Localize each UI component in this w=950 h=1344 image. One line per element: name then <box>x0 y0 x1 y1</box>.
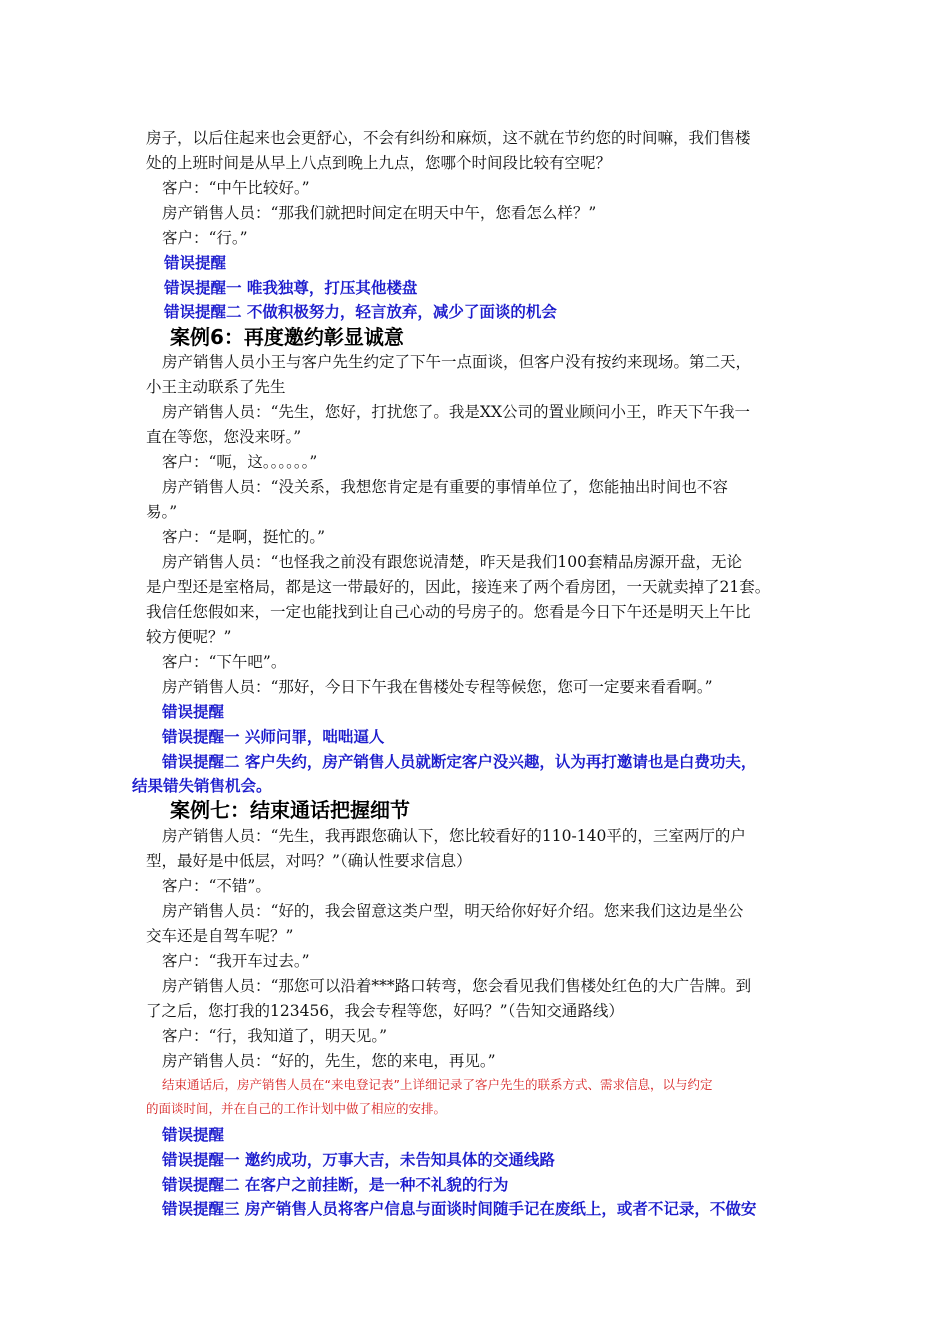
error-reminder-heading: 错误提醒 <box>164 254 227 272</box>
error-reminder-item: 错误提醒二 客户失约，房产销售人员就断定客户没兴趣，认为再打邀请也是白费功夫， <box>162 753 757 771</box>
dialogue-customer: 客户：“是啊，挺忙的。” <box>162 528 326 546</box>
body-text-line: 型，最好是中低层，对吗？”（确认性要求信息） <box>146 852 472 870</box>
error-reminder-heading: 错误提醒 <box>162 1126 225 1144</box>
dialogue-customer: 客户：“中午比较好。” <box>162 179 310 197</box>
dialogue-salesperson: 房产销售人员：“好的，先生，您的来电，再见。” <box>162 1052 496 1070</box>
dialogue-salesperson: 房产销售人员：“没关系，我想您肯定是有重要的事情单位了，您能抽出时间也不容 <box>162 478 728 496</box>
body-text-line: 房子，以后住起来也会更舒心，不会有纠纷和麻烦，这不就在节约您的时间嘛，我们售楼 <box>146 129 751 147</box>
dialogue-customer: 客户：“我开车过去。” <box>162 952 310 970</box>
error-reminder-item: 错误提醒二 在客户之前挂断，是一种不礼貌的行为 <box>162 1176 509 1194</box>
body-text-line: 小王主动联系了先生 <box>146 378 286 396</box>
section-heading-case-6: 案例6：再度邀约彰显诚意 <box>170 325 404 349</box>
dialogue-customer: 客户：“下午吧”。 <box>162 653 287 671</box>
section-heading-case-7: 案例七：结束通话把握细节 <box>170 798 410 822</box>
dialogue-salesperson: 房产销售人员：“也怪我之前没有跟您说清楚，昨天是我们100套精品房源开盘，无论 <box>162 553 743 571</box>
dialogue-salesperson: 房产销售人员：“那我们就把时间定在明天中午，您看怎么样？” <box>162 204 597 222</box>
error-reminder-item: 错误提醒一 唯我独尊，打压其他楼盘 <box>164 279 418 297</box>
error-reminder-item: 错误提醒一 邀约成功，万事大吉，未告知具体的交通线路 <box>162 1151 555 1169</box>
body-text-line: 较方便呢？” <box>146 628 232 646</box>
body-text-line: 了之后，您打我的123456，我会专程等您，好吗？”（告知交通路线） <box>146 1002 624 1020</box>
body-text-line: 房产销售人员小王与客户先生约定了下午一点面谈，但客户没有按约来现场。第二天， <box>162 353 752 371</box>
error-reminder-item: 错误提醒三 房产销售人员将客户信息与面谈时间随手记在废纸上，或者不记录，不做安 <box>162 1200 757 1218</box>
note-text: 结束通话后，房产销售人员在“来电登记表”上详细记录了客户先生的联系方式、需求信息，以与约定 <box>162 1077 713 1092</box>
dialogue-salesperson: 房产销售人员：“先生，我再跟您确认下，您比较看好的110-140平的，三室两厅的户 <box>162 827 746 845</box>
dialogue-customer: 客户：“行。” <box>162 229 248 247</box>
error-reminder-heading: 错误提醒 <box>162 703 225 721</box>
error-reminder-item: 结果错失销售机会。 <box>132 777 272 795</box>
dialogue-customer: 客户：“不错”。 <box>162 877 271 895</box>
dialogue-salesperson: 房产销售人员：“先生，您好，打扰您了。我是XX公司的置业顾问小王，昨天下午我一 <box>162 403 750 421</box>
body-text-line: 是户型还是室格局，都是这一带最好的，因此，接连来了两个看房团，一天就卖掉了21套。 <box>146 578 771 596</box>
dialogue-customer: 客户：“呃，这。。。。。。” <box>162 453 318 471</box>
dialogue-salesperson: 房产销售人员：“那好，今日下午我在售楼处专程等候您，您可一定要来看看啊。” <box>162 678 713 696</box>
note-text: 的面谈时间，并在自己的工作计划中做了相应的安排。 <box>146 1101 447 1116</box>
dialogue-salesperson: 房产销售人员：“那您可以沿着***路口转弯，您会看见我们售楼处红色的大广告牌。到 <box>162 977 752 995</box>
error-reminder-item: 错误提醒二 不做积极努力，轻言放弃，减少了面谈的机会 <box>164 303 557 321</box>
body-text-line: 直在等您，您没来呀。” <box>146 428 302 446</box>
dialogue-salesperson: 房产销售人员：“好的，我会留意这类户型，明天给你好好介绍。您来我们这边是坐公 <box>162 902 744 920</box>
error-reminder-item: 错误提醒一 兴师问罪，咄咄逼人 <box>162 728 385 746</box>
dialogue-customer: 客户：“行，我知道了，明天见。” <box>162 1027 388 1045</box>
body-text-line: 交车还是自驾车呢？” <box>146 927 294 945</box>
body-text-line: 易。” <box>146 503 178 521</box>
body-text-line: 处的上班时间是从早上八点到晚上九点，您哪个时间段比较有空呢？ <box>146 154 612 172</box>
body-text-line: 我信任您假如来，一定也能找到让自己心动的号房子的。您看是今日下午还是明天上午比 <box>146 603 751 621</box>
